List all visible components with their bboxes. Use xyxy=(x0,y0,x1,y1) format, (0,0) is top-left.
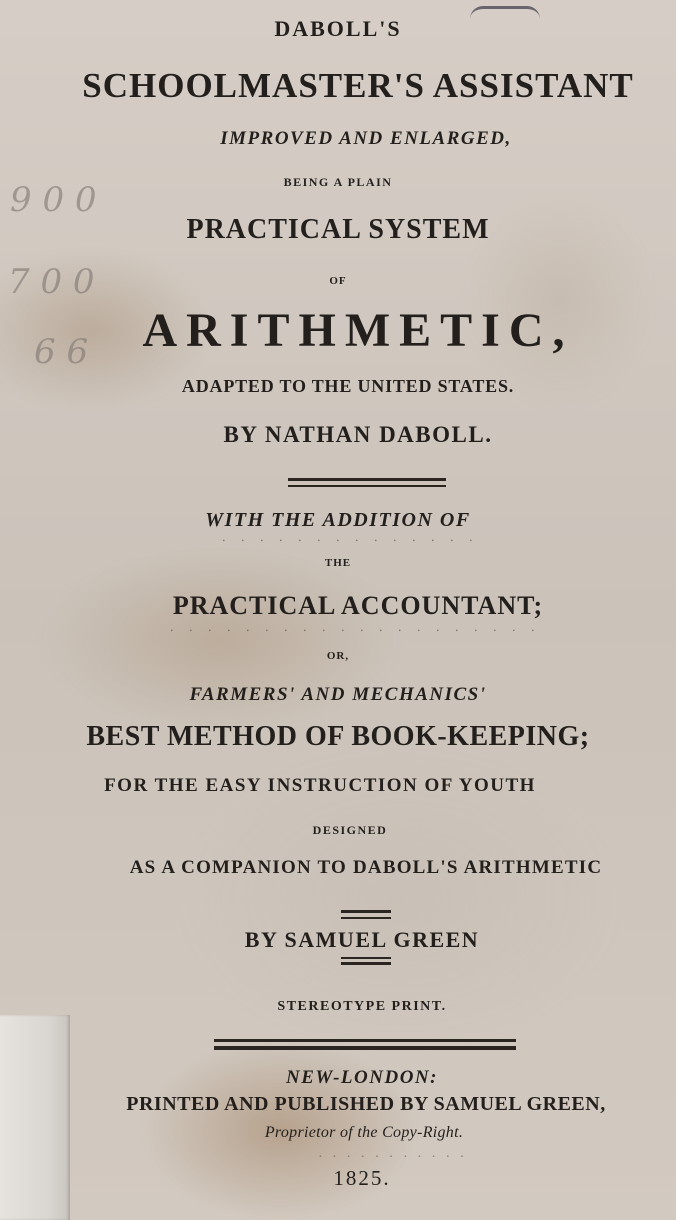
text-stereotype-print: STEREOTYPE PRINT. xyxy=(277,999,447,1014)
text-companion: AS A COMPANION TO DABOLL'S ARITHMETIC xyxy=(129,857,603,878)
text-or: OR, xyxy=(326,650,350,662)
divider-rule-3 xyxy=(341,957,391,959)
text-designed: DESIGNED xyxy=(312,823,388,837)
divider-rule-3b xyxy=(341,962,391,965)
bleed-through-dots-2: ∙ ∙ ∙ ∙ ∙ ∙ ∙ ∙ ∙ ∙ ∙ ∙ ∙ ∙ ∙ ∙ ∙ ∙ ∙ ∙ xyxy=(170,624,541,639)
imprint-place: NEW-LONDON: xyxy=(286,1067,438,1088)
imprint-year: 1825. xyxy=(333,1166,391,1190)
text-easy-instruction: FOR THE EASY INSTRUCTION OF YOUTH xyxy=(104,775,536,796)
divider-rule-4b xyxy=(214,1046,516,1050)
title-best-method: BEST METHOD OF BOOK-KEEPING; xyxy=(86,721,590,752)
imprint-copyright: Proprietor of the Copy-Right. xyxy=(264,1124,464,1141)
author-nathan-daboll: BY NATHAN DABOLL. xyxy=(223,422,493,447)
text-the: THE xyxy=(324,557,352,569)
text-being-a-plain: BEING A PLAIN xyxy=(283,175,393,189)
title-schoolmasters-assistant: SCHOOLMASTER'S ASSISTANT xyxy=(82,66,634,105)
text-adapted: ADAPTED TO THE UNITED STATES. xyxy=(181,376,515,396)
title-daboll: DABOLL'S xyxy=(274,16,402,41)
divider-rule-2 xyxy=(341,910,391,913)
title-arithmetic: ARITHMETIC, xyxy=(142,304,574,357)
bleed-through-dots-1: ∙ ∙ ∙ ∙ ∙ ∙ ∙ ∙ ∙ ∙ ∙ ∙ ∙ ∙ xyxy=(222,534,479,549)
pencil-note-2: 7 0 0 xyxy=(8,262,95,302)
leader-dots: · · · · · · · · · · · xyxy=(318,1150,468,1165)
divider-rule-4 xyxy=(214,1039,516,1042)
subtitle-improved: IMPROVED AND ENLARGED, xyxy=(220,128,512,149)
divider-rule-2b xyxy=(341,917,391,919)
divider-rule-1b xyxy=(288,485,446,487)
pencil-note-3: 6 6 xyxy=(34,332,89,372)
text-with-the-addition: WITH THE ADDITION OF xyxy=(205,509,471,531)
text-farmers-mechanics: FARMERS' AND MECHANICS' xyxy=(189,684,487,705)
divider-rule-1 xyxy=(288,478,446,481)
author-samuel-green: BY SAMUEL GREEN xyxy=(244,927,480,952)
imprint-publisher: PRINTED AND PUBLISHED BY SAMUEL GREEN, xyxy=(126,1093,606,1115)
pencil-note-1: 9 0 0 xyxy=(10,180,97,220)
paper-tape xyxy=(0,1015,70,1220)
title-practical-system: PRACTICAL SYSTEM xyxy=(186,214,490,245)
text-of: OF xyxy=(329,275,347,287)
title-practical-accountant: PRACTICAL ACCOUNTANT; xyxy=(172,591,544,620)
